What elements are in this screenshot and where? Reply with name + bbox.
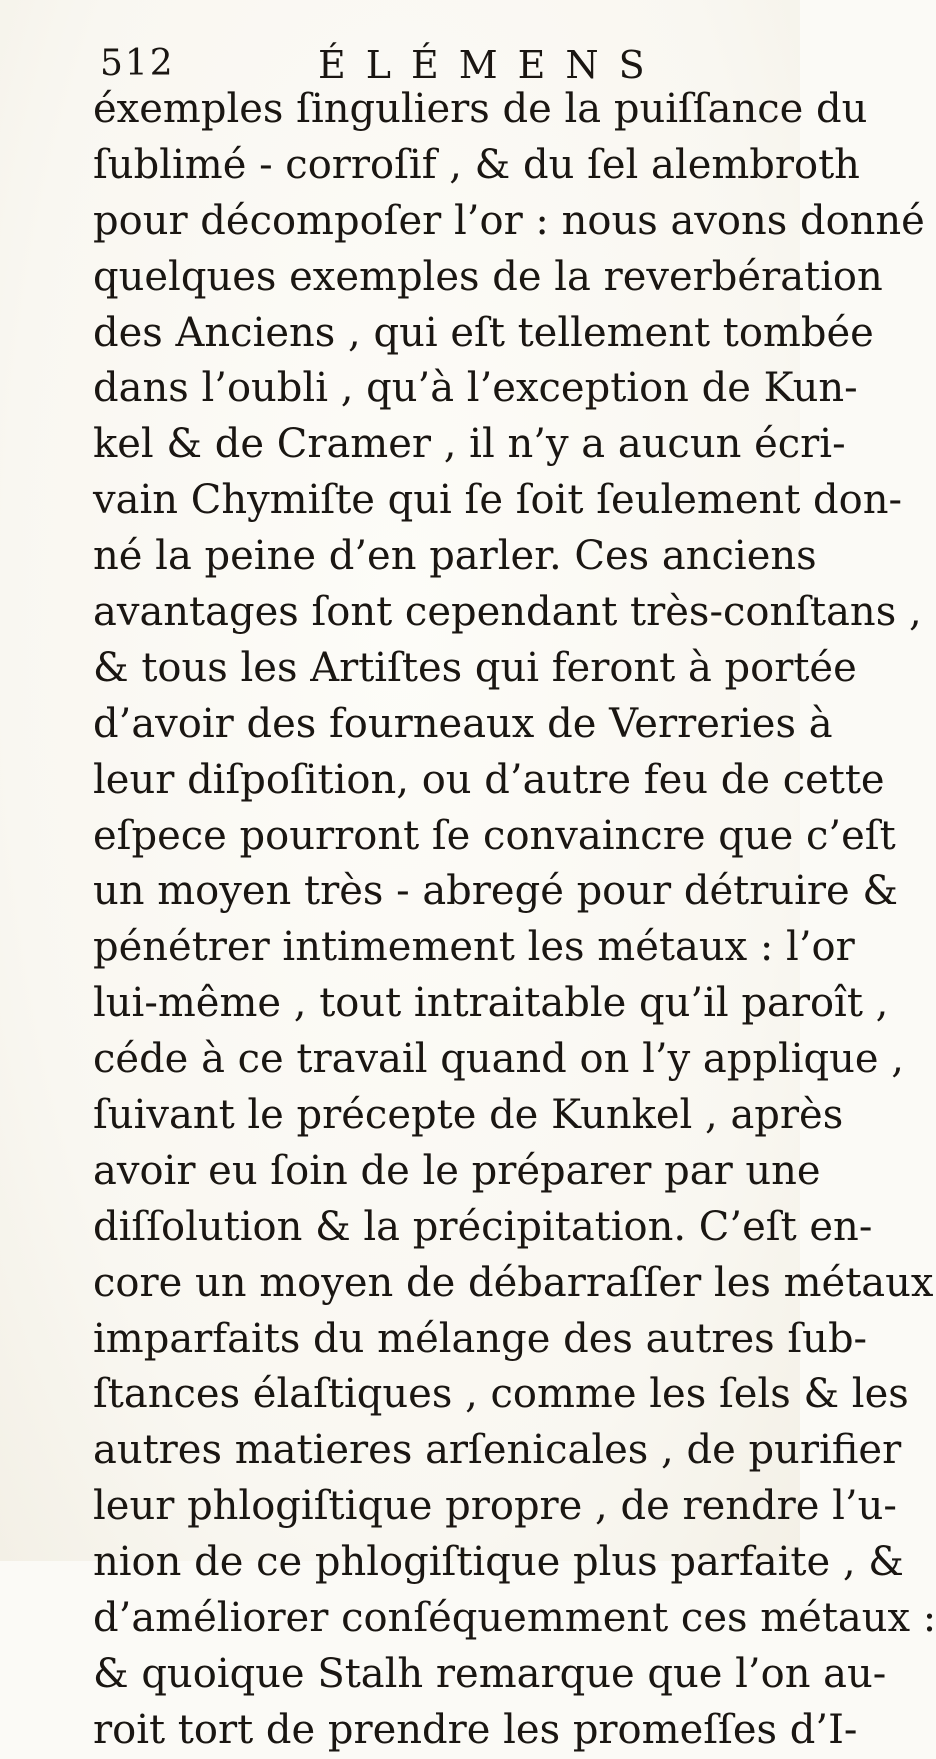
text-line: ſublimé - corroſif , & du ſel alembroth xyxy=(93,141,860,188)
text-line: & quoique Stalh remarque que l’on au- xyxy=(93,1650,887,1697)
text-line: leur phlogiſtique propre , de rendre l’u- xyxy=(93,1483,897,1530)
text-line: d’avoir des fourneaux de Verreries à xyxy=(93,700,833,747)
text-line: céde à ce travail quand on l’y applique , xyxy=(93,1036,904,1083)
text-line: des Anciens , qui eſt tellement tombée xyxy=(93,309,874,356)
text-line: & tous les Artiſtes qui feront à portée xyxy=(93,644,857,691)
text-line: avantages ſont cependant très-conſtans , xyxy=(93,589,922,636)
text-line: lui-même , tout intraitable qu’il paroît , xyxy=(93,980,889,1027)
text-line: leur diſpoſition, ou d’autre feu de cette xyxy=(93,756,885,803)
text-line: ſuivant le précepte de Kunkel , après xyxy=(93,1092,844,1139)
body-text xyxy=(93,82,936,1759)
text-line: core un moyen de débarraſſer les métaux xyxy=(93,1259,934,1306)
text-line: quelques exemples de la reverbération xyxy=(93,253,883,300)
text-line: éxemples ſinguliers de la puiſſance du xyxy=(93,86,868,132)
text-line: ſtances élaſtiques , comme les ſels & les xyxy=(93,1371,909,1418)
text-line: vain Chymiſte qui ſe ſoit ſeulement don- xyxy=(93,477,903,524)
text-line: autres matieres arſenicales , de purifier xyxy=(93,1427,902,1474)
text-line: un moyen très - abregé pour détruire & xyxy=(93,868,898,915)
text-line: né la peine d’en parler. Ces anciens xyxy=(93,533,817,580)
text-line: kel & de Cramer , il n’y a aucun écri- xyxy=(93,421,846,468)
text-line: d’améliorer conſéquemment ces métaux : xyxy=(93,1595,936,1642)
running-head-title: ÉLÉMENS xyxy=(318,43,665,87)
text-line: imparfaits du mélange des autres ſub- xyxy=(93,1315,868,1362)
text-line: diſſolution & la précipitation. C’eſt en- xyxy=(93,1203,873,1250)
text-line: avoir eu ſoin de le préparer par une xyxy=(93,1147,821,1194)
text-line: nion de ce phlogiſtique plus parfaite , & xyxy=(93,1539,904,1586)
page-number: 512 xyxy=(100,43,175,84)
text-line: pénétrer intimement les métaux : l’or xyxy=(93,924,855,971)
text-line: eſpece pourront ſe convaincre que c’eſt xyxy=(93,812,896,859)
text-line: roit tort de prendre les promeſſes d’I- xyxy=(93,1706,858,1753)
text-line: dans l’oubli , qu’à l’exception de Kun- xyxy=(93,365,858,412)
text-line: pour décompoſer l’or : nous avons donné xyxy=(93,197,925,244)
